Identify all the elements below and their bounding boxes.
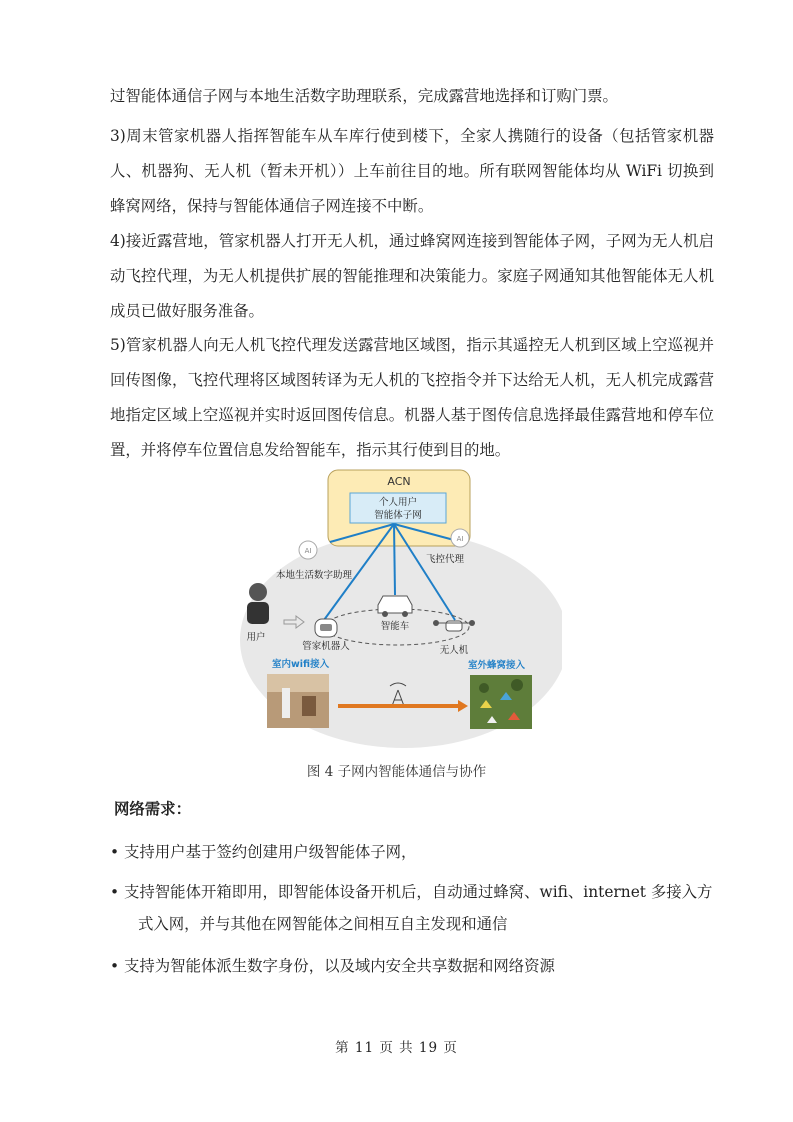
requirements-heading: 网络需求： (114, 800, 191, 818)
smart-car-label: 智能车 (380, 621, 410, 632)
paragraph-5: 5)管家机器人向无人机飞控代理发送露营地区域图，指示其遥控无人机到区域上空巡视并回传图像，飞控代理将区域图转译为无人机的飞控指令并下达给无人机，无人机完成露营地指定区域上空巡视并实时返回图传信息。机器人基于图传信息选择最佳露营地和停车位置，并将停车位置信息发给智能车，指示其行使到目的地。 (110, 336, 714, 459)
subnet-label-line1: 个人用户 (378, 497, 418, 508)
subnet-label-line2: 智能体子网 (374, 510, 422, 521)
user-icon (247, 583, 269, 624)
local-assistant-icon (299, 541, 317, 559)
svg-text:AI: AI (304, 547, 312, 555)
flight-proxy-label: 飞控代理 (425, 554, 465, 565)
indoor-photo (267, 674, 329, 728)
local-assistant-label: 本地生活数字助理 (275, 570, 353, 581)
user-label: 用户 (246, 632, 266, 643)
page-footer: 第 11 页 共 19 页 (335, 1040, 458, 1056)
paragraph-4: 4)接近露营地，管家机器人打开无人机，通过蜂窝网连接到智能体子网，子网为无人机启动飞控代理，为无人机提供扩展的智能推理和决策能力。家庭子网通知其他智能体无人机成员已做好服务准备。 (110, 232, 714, 320)
acn-label: ACN (387, 475, 411, 488)
svg-text:AI: AI (456, 535, 464, 543)
butler-robot-icon (315, 619, 337, 637)
campsite-photo (470, 675, 532, 729)
indoor-access-label: 室内wifi接入 (272, 659, 330, 670)
outdoor-access-label: 室外蜂窝接入 (468, 660, 526, 671)
requirement-item: • 支持智能体开箱即用，即智能体设备开机后，自动通过蜂窝、wifi、internet 多接入方 式入网，并与其他在网智能体之间相互自主发现和通信 (110, 876, 716, 940)
butler-robot-label: 管家机器人 (302, 641, 350, 652)
drone-label: 无人机 (439, 645, 469, 656)
figure-caption: 图 4 子网内智能体通信与协作 (306, 764, 487, 780)
bullet-dot: • (110, 957, 120, 975)
agent-subnet-figure (232, 468, 562, 758)
paragraph-3: 3)周末管家机器人指挥智能车从车库行使到楼下，全家人携随行的设备（包括管家机器人、机器狗、无人机（暂未开机））上车前往目的地。所有联网智能体均从 WiFi 切换到蜂窝网络，保持与智能体通信子网连接不中断。 (110, 127, 714, 215)
requirement-item: • 支持为智能体派生数字身份，以及域内安全共享数据和网络资源 (110, 950, 716, 982)
flight-proxy-icon (451, 529, 469, 547)
paragraph-2-continuation: 过智能体通信子网与本地生活数字助理联系，完成露营地选择和订购门票。 (110, 87, 618, 105)
bullet-dot: • (110, 843, 120, 861)
bullet-dot: • (110, 883, 120, 901)
requirement-item: • 支持用户基于签约创建用户级智能体子网， (110, 836, 716, 868)
